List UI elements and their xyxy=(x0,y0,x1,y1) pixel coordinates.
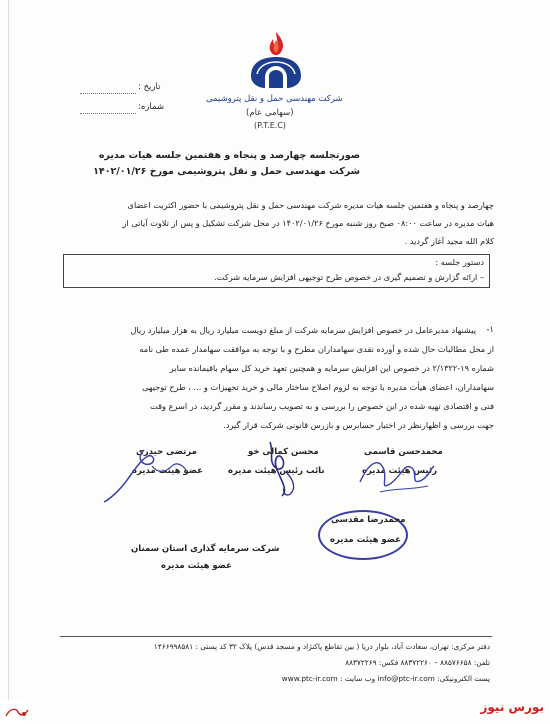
resolution-line-2: از محل مطالبات حال شده و آورده نقدی سهامداران مطرح و با توجه به موافقت سهامدار عمده طی نامه xyxy=(139,344,494,354)
resolution-line-6: جهت بررسی و اظهارنظر در اختیار حسابرس و بازرس قانونی شرکت قرار گیرد. xyxy=(223,420,494,430)
resolution-line-3: شماره ۱۹-۲/۱۳۲۲ در خصوص این افزایش سرمایه و همچنین تعهد خرید کل سهام باقیمانده سایر xyxy=(169,363,494,373)
resolution-line-1: پیشنهاد مدیرعامل در خصوص افزایش سرمایه شرکت از مبلغ دویست میلیارد ریال به هزار میلیارد ریال xyxy=(130,325,476,335)
resolution-number: ۱- xyxy=(486,325,494,335)
footer-address: دفتر مرکزی: تهران، سعادت آباد، بلوار دریا ( بین تقاطع پاکنژاد و مسجد قدس) پلاک ۳۲ کد پستی : ۱۴۶۶۹۹۸۵۸۱ xyxy=(153,642,490,651)
agenda-item: – ارائه گزارش و تصمیم گیری در خصوص طرح توجیهی افزایش سرمایه شرکت. xyxy=(214,272,484,282)
intro-line-3: کلام الله مجید آغاز گردید . xyxy=(404,236,494,246)
signature-3 xyxy=(96,444,206,508)
resolution-line-5: فنی و اقتصادی تهیه شده در این خصوص را بررسی و به تصویب رساندند و مقرر گردید، در اسرع وقت xyxy=(150,401,494,411)
signatory-3-role: عضو هیئت مدیره xyxy=(132,466,203,476)
resolution-line-4: سهامداران، اعضای هیأت مدیره با توجه به لزوم اصلاح ساختار مالی و خرید تجهیزات و ... ، طرح توجیهی xyxy=(142,382,494,392)
minutes-subtitle: شرکت مهندسی حمل و نقل پتروشیمی مورخ ۱۴۰۲/۰۱/۲۶ xyxy=(93,166,360,177)
signatory-1-name: محمدحسن قاسمی xyxy=(364,447,443,457)
signatory-5-role: عضو هیئت مدیره xyxy=(161,561,232,571)
signatory-3-name: مرتضی حیدری xyxy=(136,447,197,457)
company-name: شرکت مهندسی حمل و نقل پتروشیمی xyxy=(206,94,343,104)
date-label: تاریخ : xyxy=(138,82,161,92)
signatory-4-role: عضو هیئت مدیره xyxy=(330,535,401,545)
signature-1 xyxy=(350,440,440,500)
signatory-2-name: محسن کمالی خو xyxy=(248,447,319,457)
corner-stamp-icon xyxy=(4,704,30,720)
signatory-2-role: نائب رئیس هیئت مدیره xyxy=(228,466,325,476)
number-line xyxy=(80,113,136,114)
intro-line-2: هیات مدیره در ساعت ۰۸:۰۰ صبح روز شنبه مورخ ۱۴۰۲/۰۱/۲۶ در محل شرکت تشکیل و پس از تلاوت آیاتی از xyxy=(122,218,494,228)
intro-line-1: چهارصد و پنجاه و هفتمین جلسه هیات مدیره شرکت مهندسی حمل و نقل پتروشیمی با حضور اکثریت اعضای xyxy=(127,200,494,210)
footer-rule xyxy=(60,636,492,637)
signatory-1-role: رئیس هیئت مدیره xyxy=(362,466,437,476)
watermark: بورس نیوز xyxy=(480,700,544,714)
page-edge xyxy=(8,0,9,724)
agenda-box xyxy=(63,254,490,288)
signatory-5-name: شرکت سرمایه گذاری استان سمنان xyxy=(131,544,280,554)
footer-web: پست الکترونیکی: info@ptc-ir.com وب سایت : www.ptc-ir.com xyxy=(281,674,490,683)
agenda-label: دستور جلسه : xyxy=(435,257,484,267)
minutes-title: صورتجلسه چهارصد و پنجاه و هفتمین جلسه هیات مدیره xyxy=(98,150,360,161)
date-line xyxy=(80,93,136,94)
signatory-4-name: محمدرضا مقدسی xyxy=(331,515,406,525)
company-abbr: (P.T.E.C) xyxy=(254,121,287,130)
footer-phone: تلفن: ۸۸۵۷۶۶۵۸ – ۸۸۳۷۲۲۶۰ فکس: ۸۸۳۷۲۲۶۹ xyxy=(345,658,490,667)
signature-2 xyxy=(252,432,322,502)
company-type: (سهامی عام) xyxy=(246,108,294,118)
company-logo xyxy=(243,30,309,92)
number-label: شماره: xyxy=(138,102,165,112)
